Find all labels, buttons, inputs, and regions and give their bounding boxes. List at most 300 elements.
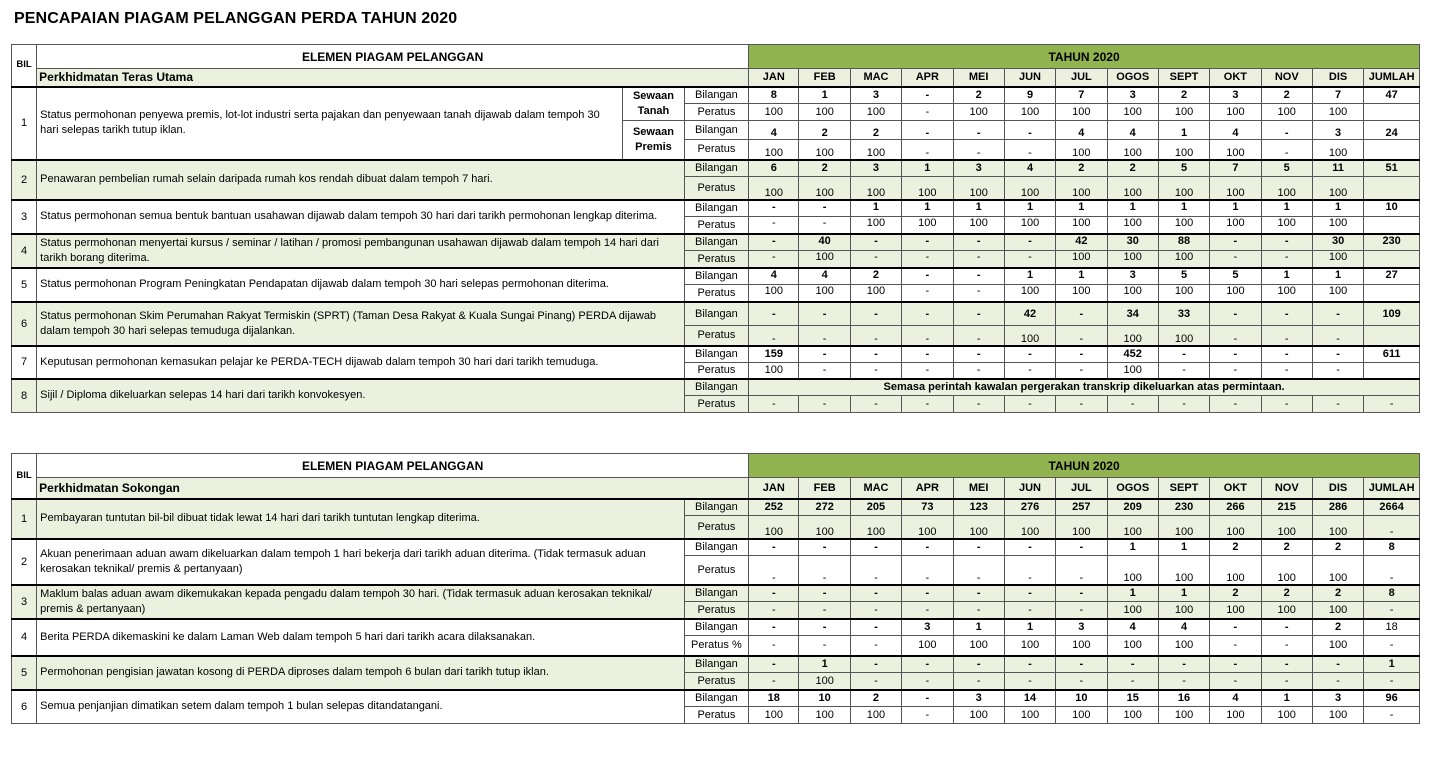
month-header-jun: JUN <box>1004 478 1055 499</box>
value-cell-dis: 100 <box>1312 177 1363 200</box>
bilangan-label: Bilangan <box>684 539 748 556</box>
value-cell-feb: - <box>799 602 850 619</box>
value-cell-apr: - <box>902 87 953 104</box>
value-cell-apr: - <box>902 268 953 285</box>
value-cell-jun: 14 <box>1004 690 1055 707</box>
value-cell-mei: 1 <box>953 619 1004 636</box>
value-cell-sept: 1 <box>1158 539 1209 556</box>
month-header-jan: JAN <box>749 69 799 87</box>
value-cell-jan: - <box>749 326 799 346</box>
bilangan-label: Bilangan <box>684 121 748 140</box>
table-row <box>12 379 1420 396</box>
month-header-sept: SEPT <box>1158 69 1209 87</box>
value-cell-okt: - <box>1210 346 1261 363</box>
value-cell-mac: - <box>850 585 901 602</box>
value-cell-jul: 100 <box>1056 140 1107 160</box>
value-cell-sept: 100 <box>1158 326 1209 346</box>
bil-number: 4 <box>12 234 37 268</box>
value-cell-mei: 100 <box>953 707 1004 724</box>
value-cell-nov: - <box>1261 140 1312 160</box>
value-cell-feb: 100 <box>799 285 850 302</box>
value-cell-nov: 215 <box>1261 499 1312 516</box>
value-cell-mei: - <box>953 285 1004 302</box>
value-cell-nov: - <box>1261 251 1312 268</box>
element-description: Keputusan permohonan kemasukan pelajar ke PERDA-TECH dijawab dalam tempoh 30 hari dari tarikh temuduga. <box>37 346 685 379</box>
value-cell-jan: - <box>749 585 799 602</box>
value-cell-nov: 5 <box>1261 160 1312 177</box>
value-cell-dis: - <box>1312 656 1363 673</box>
value-cell-jumlah <box>1364 251 1420 268</box>
value-cell-jun: - <box>1004 556 1055 585</box>
value-cell-dis: - <box>1312 363 1363 379</box>
value-cell-jul: - <box>1056 539 1107 556</box>
value-cell-mac: 100 <box>850 177 901 200</box>
tahun-header: TAHUN 2020 <box>749 45 1420 69</box>
month-header-nov: NOV <box>1261 69 1312 87</box>
bilangan-label: Bilangan <box>684 619 748 636</box>
value-cell-apr: 1 <box>902 200 953 217</box>
value-cell-ogos: 2 <box>1107 160 1158 177</box>
bil-number: 3 <box>12 200 37 234</box>
value-cell-okt: 2 <box>1210 585 1261 602</box>
value-cell-sept: 100 <box>1158 707 1209 724</box>
value-cell-feb: 100 <box>799 251 850 268</box>
value-cell-jumlah: - <box>1364 636 1420 656</box>
value-cell-feb: 10 <box>799 690 850 707</box>
value-cell-jun: 100 <box>1004 636 1055 656</box>
value-cell-mei: - <box>953 326 1004 346</box>
value-cell-nov: 100 <box>1261 104 1312 121</box>
value-cell-dis: 2 <box>1312 539 1363 556</box>
value-cell-sept: 100 <box>1158 177 1209 200</box>
bil-header: BIL <box>12 454 37 499</box>
value-cell-jul: 257 <box>1056 499 1107 516</box>
value-cell-nov: - <box>1261 346 1312 363</box>
element-description: Berita PERDA dikemaskini ke dalam Laman Web dalam tempoh 5 hari dari tarikh acara dilaksanakan. <box>37 619 685 656</box>
value-cell-feb: - <box>799 326 850 346</box>
value-cell-mac: 2 <box>850 690 901 707</box>
value-cell-mac: - <box>850 656 901 673</box>
value-cell-jul: - <box>1056 585 1107 602</box>
value-cell-mac: - <box>850 619 901 636</box>
value-cell-feb: - <box>799 636 850 656</box>
value-cell-nov: 100 <box>1261 602 1312 619</box>
value-cell-mei: 123 <box>953 499 1004 516</box>
value-cell-nov: - <box>1261 619 1312 636</box>
value-cell-okt: - <box>1210 251 1261 268</box>
value-cell-sept: 4 <box>1158 619 1209 636</box>
value-cell-ogos: 100 <box>1107 602 1158 619</box>
value-cell-jun: 100 <box>1004 285 1055 302</box>
bilangan-label: Bilangan <box>684 656 748 673</box>
month-header-jul: JUL <box>1056 478 1107 499</box>
value-cell-feb: 100 <box>799 516 850 539</box>
value-cell-feb: 100 <box>799 140 850 160</box>
peratus-label: Peratus <box>684 363 748 379</box>
value-cell-mei: 3 <box>953 690 1004 707</box>
value-cell-jan: 6 <box>749 160 799 177</box>
value-cell-jul: 100 <box>1056 516 1107 539</box>
value-cell-apr: - <box>902 396 953 413</box>
value-cell-jumlah <box>1364 217 1420 234</box>
value-cell-ogos: 34 <box>1107 302 1158 326</box>
value-cell-dis: 100 <box>1312 602 1363 619</box>
value-cell-jun: 1 <box>1004 200 1055 217</box>
value-cell-jan: - <box>749 556 799 585</box>
value-cell-jumlah: 96 <box>1364 690 1420 707</box>
value-cell-dis: - <box>1312 673 1363 690</box>
value-cell-nov: - <box>1261 363 1312 379</box>
element-description: Status permohonan Skim Perumahan Rakyat Termiskin (SPRT) (Taman Desa Rakyat & Kuala Sungai Pinang) PERDA dijawab dalam tempoh 30 hari selepas temuduga dijalankan. <box>37 302 685 346</box>
month-header-mei: MEI <box>953 478 1004 499</box>
value-cell-dis: - <box>1312 346 1363 363</box>
value-cell-jul: 100 <box>1056 707 1107 724</box>
bilangan-label: Bilangan <box>684 234 748 251</box>
value-cell-apr: 100 <box>902 516 953 539</box>
value-cell-apr: - <box>902 673 953 690</box>
value-cell-sept: 5 <box>1158 268 1209 285</box>
value-cell-okt: 100 <box>1210 177 1261 200</box>
table-row <box>12 499 1420 516</box>
value-cell-mei: 100 <box>953 217 1004 234</box>
value-cell-feb: 2 <box>799 160 850 177</box>
value-cell-jul: 7 <box>1056 87 1107 104</box>
element-description: Semua penjanjian dimatikan setem dalam tempoh 1 bulan selepas ditandatangani. <box>37 690 685 724</box>
value-cell-ogos: 100 <box>1107 285 1158 302</box>
value-cell-okt: 100 <box>1210 602 1261 619</box>
value-cell-okt: 5 <box>1210 268 1261 285</box>
value-cell-jumlah: 18 <box>1364 619 1420 636</box>
value-cell-mac: - <box>850 636 901 656</box>
value-cell-jumlah: 8 <box>1364 539 1420 556</box>
peratus-label: Peratus <box>684 326 748 346</box>
value-cell-jun: - <box>1004 673 1055 690</box>
value-cell-mei: - <box>953 556 1004 585</box>
value-cell-okt: 4 <box>1210 690 1261 707</box>
section-label: Perkhidmatan Sokongan <box>37 478 749 499</box>
value-cell-sept: 1 <box>1158 121 1209 140</box>
value-cell-mac: 100 <box>850 516 901 539</box>
month-header-jul: JUL <box>1056 69 1107 87</box>
table-row <box>12 585 1420 602</box>
value-cell-sept: 100 <box>1158 104 1209 121</box>
value-cell-sept: 88 <box>1158 234 1209 251</box>
peratus-label: Peratus <box>684 104 748 121</box>
value-cell-ogos: 100 <box>1107 556 1158 585</box>
value-cell-sept: 100 <box>1158 516 1209 539</box>
month-header-ogos: OGOS <box>1107 478 1158 499</box>
value-cell-apr: - <box>902 302 953 326</box>
bil-number: 2 <box>12 539 37 585</box>
value-cell-sept: 100 <box>1158 251 1209 268</box>
value-cell-ogos: 1 <box>1107 200 1158 217</box>
table-row <box>12 619 1420 636</box>
value-cell-jul: 100 <box>1056 177 1107 200</box>
value-cell-jan: - <box>749 217 799 234</box>
value-cell-okt: 100 <box>1210 140 1261 160</box>
month-header-mac: MAC <box>850 478 901 499</box>
value-cell-dis: 7 <box>1312 87 1363 104</box>
value-cell-jan: - <box>749 602 799 619</box>
value-cell-dis: 100 <box>1312 516 1363 539</box>
bilangan-label: Bilangan <box>684 268 748 285</box>
value-cell-apr: 100 <box>902 636 953 656</box>
value-cell-jun: - <box>1004 585 1055 602</box>
value-cell-ogos: 452 <box>1107 346 1158 363</box>
value-cell-mac: 205 <box>850 499 901 516</box>
value-cell-okt: - <box>1210 636 1261 656</box>
value-cell-sept: 1 <box>1158 585 1209 602</box>
value-cell-jul: - <box>1056 302 1107 326</box>
element-description: Sijil / Diploma dikeluarkan selepas 14 hari dari tarikh konvokesyen. <box>37 379 685 413</box>
value-cell-jul: - <box>1056 673 1107 690</box>
value-cell-jun: - <box>1004 363 1055 379</box>
value-cell-jul: - <box>1056 396 1107 413</box>
value-cell-sept: 1 <box>1158 200 1209 217</box>
value-cell-mac: 100 <box>850 104 901 121</box>
value-cell-feb: - <box>799 217 850 234</box>
value-cell-ogos: - <box>1107 656 1158 673</box>
value-cell-sept: 2 <box>1158 87 1209 104</box>
value-cell-okt: 7 <box>1210 160 1261 177</box>
value-cell-jan: - <box>749 636 799 656</box>
month-header-jan: JAN <box>749 478 799 499</box>
value-cell-okt: 1 <box>1210 200 1261 217</box>
value-cell-dis: 3 <box>1312 690 1363 707</box>
value-cell-feb: 1 <box>799 87 850 104</box>
bil-number: 7 <box>12 346 37 379</box>
value-cell-ogos: 15 <box>1107 690 1158 707</box>
value-cell-ogos: 4 <box>1107 619 1158 636</box>
value-cell-feb: - <box>799 585 850 602</box>
value-cell-jumlah: 10 <box>1364 200 1420 217</box>
value-cell-apr: - <box>902 690 953 707</box>
value-cell-ogos: 100 <box>1107 251 1158 268</box>
value-cell-jun: - <box>1004 234 1055 251</box>
value-cell-feb: 1 <box>799 656 850 673</box>
value-cell-ogos: 100 <box>1107 177 1158 200</box>
value-cell-nov: 2 <box>1261 87 1312 104</box>
value-cell-apr: - <box>902 656 953 673</box>
value-cell-nov: - <box>1261 326 1312 346</box>
value-cell-dis: - <box>1312 396 1363 413</box>
month-header-apr: APR <box>902 478 953 499</box>
element-description: Akuan penerimaan aduan awam dikeluarkan dalam tempoh 1 hari bekerja dari tarikh aduan diterima. (Tidak termasuk aduan kerosakan teknikal/ premis & pertanyaan) <box>37 539 685 585</box>
value-cell-ogos: 1 <box>1107 539 1158 556</box>
value-cell-sept: - <box>1158 673 1209 690</box>
value-cell-sept: 100 <box>1158 285 1209 302</box>
value-cell-mei: 1 <box>953 200 1004 217</box>
value-cell-jan: - <box>749 656 799 673</box>
value-cell-mei: 100 <box>953 516 1004 539</box>
value-cell-jumlah <box>1364 177 1420 200</box>
value-cell-dis: 30 <box>1312 234 1363 251</box>
month-header-feb: FEB <box>799 478 850 499</box>
value-cell-feb: - <box>799 346 850 363</box>
peratus-label: Peratus <box>684 140 748 160</box>
value-cell-jan: 252 <box>749 499 799 516</box>
value-cell-jul: 100 <box>1056 251 1107 268</box>
value-cell-apr: 73 <box>902 499 953 516</box>
value-cell-nov: 100 <box>1261 556 1312 585</box>
peratus-label: Peratus <box>684 673 748 690</box>
value-cell-sept: 5 <box>1158 160 1209 177</box>
month-header-dis: DIS <box>1312 478 1363 499</box>
value-cell-jumlah: 27 <box>1364 268 1420 285</box>
value-cell-mac: 2 <box>850 121 901 140</box>
peratus-label: Peratus <box>684 177 748 200</box>
value-cell-okt: 100 <box>1210 217 1261 234</box>
value-cell-jun: 276 <box>1004 499 1055 516</box>
value-cell-sept: 100 <box>1158 217 1209 234</box>
value-cell-jumlah: - <box>1364 707 1420 724</box>
value-cell-jumlah: 2664 <box>1364 499 1420 516</box>
value-cell-jun: 9 <box>1004 87 1055 104</box>
value-cell-ogos: 100 <box>1107 326 1158 346</box>
value-cell-okt: 100 <box>1210 285 1261 302</box>
month-header-dis: DIS <box>1312 69 1363 87</box>
value-cell-jumlah: 51 <box>1364 160 1420 177</box>
value-cell-jun: 100 <box>1004 516 1055 539</box>
value-cell-feb: - <box>799 539 850 556</box>
bil-number: 2 <box>12 160 37 200</box>
value-cell-jun: 100 <box>1004 177 1055 200</box>
value-cell-sept: - <box>1158 656 1209 673</box>
bilangan-label: Bilangan <box>684 585 748 602</box>
value-cell-apr: - <box>902 585 953 602</box>
value-cell-jun: 100 <box>1004 326 1055 346</box>
value-cell-apr: - <box>902 326 953 346</box>
value-cell-okt: 2 <box>1210 539 1261 556</box>
value-cell-nov: - <box>1261 234 1312 251</box>
value-cell-apr: - <box>902 346 953 363</box>
value-cell-apr: - <box>902 121 953 140</box>
value-cell-jan: - <box>749 251 799 268</box>
bilangan-label: Bilangan <box>684 302 748 326</box>
value-cell-feb: - <box>799 302 850 326</box>
value-cell-jul: 100 <box>1056 285 1107 302</box>
value-cell-jul: - <box>1056 346 1107 363</box>
value-cell-nov: 100 <box>1261 707 1312 724</box>
value-cell-okt: - <box>1210 363 1261 379</box>
value-cell-jun: - <box>1004 140 1055 160</box>
value-cell-mac: - <box>850 302 901 326</box>
value-cell-jul: 100 <box>1056 217 1107 234</box>
bil-number: 1 <box>12 87 37 160</box>
value-cell-okt: - <box>1210 326 1261 346</box>
value-cell-ogos: 100 <box>1107 104 1158 121</box>
value-cell-apr: - <box>902 556 953 585</box>
category-label: Sewaan Tanah <box>623 87 684 121</box>
value-cell-nov: 2 <box>1261 539 1312 556</box>
table-row <box>12 346 1420 363</box>
value-cell-okt: - <box>1210 234 1261 251</box>
value-cell-jumlah <box>1364 326 1420 346</box>
value-cell-apr: - <box>902 140 953 160</box>
value-cell-jun: - <box>1004 539 1055 556</box>
value-cell-nov: 1 <box>1261 268 1312 285</box>
value-cell-dis: 100 <box>1312 140 1363 160</box>
bil-number: 8 <box>12 379 37 413</box>
value-cell-jul: 42 <box>1056 234 1107 251</box>
value-cell-apr: - <box>902 285 953 302</box>
element-description: Maklum balas aduan awam dikemukakan kepada pengadu dalam tempoh 30 hari. (Tidak termasuk aduan kerosakan teknikal/ premis & pertanyaan) <box>37 585 685 619</box>
value-cell-jumlah: 109 <box>1364 302 1420 326</box>
value-cell-mac: 1 <box>850 200 901 217</box>
peratus-label: Peratus <box>684 396 748 413</box>
value-cell-jun: 42 <box>1004 302 1055 326</box>
value-cell-okt: - <box>1210 656 1261 673</box>
value-cell-feb: 2 <box>799 121 850 140</box>
value-cell-dis: 100 <box>1312 104 1363 121</box>
value-cell-ogos: 100 <box>1107 516 1158 539</box>
value-cell-jan: 4 <box>749 268 799 285</box>
note-text: Semasa perintah kawalan pergerakan transkrip dikeluarkan atas permintaan. <box>749 379 1420 396</box>
value-cell-apr: 100 <box>902 217 953 234</box>
value-cell-ogos: 100 <box>1107 217 1158 234</box>
value-cell-sept: - <box>1158 363 1209 379</box>
value-cell-okt: - <box>1210 302 1261 326</box>
value-cell-jumlah <box>1364 285 1420 302</box>
elemen-header: ELEMEN PIAGAM PELANGGAN <box>37 45 749 69</box>
peratus-label: Peratus <box>684 516 748 539</box>
value-cell-feb: 100 <box>799 707 850 724</box>
value-cell-ogos: 4 <box>1107 121 1158 140</box>
value-cell-mei: 3 <box>953 160 1004 177</box>
element-description: Status permohonan menyertai kursus / seminar / latihan / promosi pembangunan usahawan dijawab dalam tempoh 14 hari dari tarikh borang diterima. <box>37 234 685 268</box>
value-cell-dis: - <box>1312 326 1363 346</box>
value-cell-dis: 100 <box>1312 556 1363 585</box>
value-cell-mei: - <box>953 602 1004 619</box>
value-cell-mac: 2 <box>850 268 901 285</box>
bilangan-label: Bilangan <box>684 160 748 177</box>
value-cell-jan: - <box>749 673 799 690</box>
value-cell-mac: 100 <box>850 707 901 724</box>
month-header-jumlah: JUMLAH <box>1364 478 1420 499</box>
value-cell-mei: - <box>953 346 1004 363</box>
value-cell-ogos: 1 <box>1107 585 1158 602</box>
value-cell-mei: 100 <box>953 177 1004 200</box>
value-cell-jul: - <box>1056 556 1107 585</box>
table-row <box>12 200 1420 217</box>
table-row <box>12 302 1420 326</box>
value-cell-mac: - <box>850 234 901 251</box>
value-cell-jun: - <box>1004 602 1055 619</box>
value-cell-mei: - <box>953 302 1004 326</box>
elemen-header: ELEMEN PIAGAM PELANGGAN <box>37 454 749 478</box>
month-header-apr: APR <box>902 69 953 87</box>
value-cell-jan: 100 <box>749 707 799 724</box>
value-cell-ogos: 30 <box>1107 234 1158 251</box>
value-cell-jul: - <box>1056 602 1107 619</box>
value-cell-jun: - <box>1004 121 1055 140</box>
element-description: Status permohonan Program Peningkatan Pendapatan dijawab dalam tempoh 30 hari selepas permohonan diterima. <box>37 268 685 302</box>
value-cell-mei: - <box>953 234 1004 251</box>
value-cell-jul: 10 <box>1056 690 1107 707</box>
table-row <box>12 87 1420 104</box>
element-description: Permohonan pengisian jawatan kosong di PERDA diproses dalam tempoh 6 bulan dari tarikh tutup iklan. <box>37 656 685 690</box>
value-cell-jan: 100 <box>749 177 799 200</box>
peratus-label: Peratus <box>684 285 748 302</box>
value-cell-nov: 2 <box>1261 585 1312 602</box>
value-cell-jun: 1 <box>1004 619 1055 636</box>
month-header-okt: OKT <box>1210 478 1261 499</box>
value-cell-nov: - <box>1261 656 1312 673</box>
value-cell-ogos: 100 <box>1107 363 1158 379</box>
value-cell-dis: 100 <box>1312 636 1363 656</box>
value-cell-mei: - <box>953 251 1004 268</box>
value-cell-sept: 100 <box>1158 636 1209 656</box>
